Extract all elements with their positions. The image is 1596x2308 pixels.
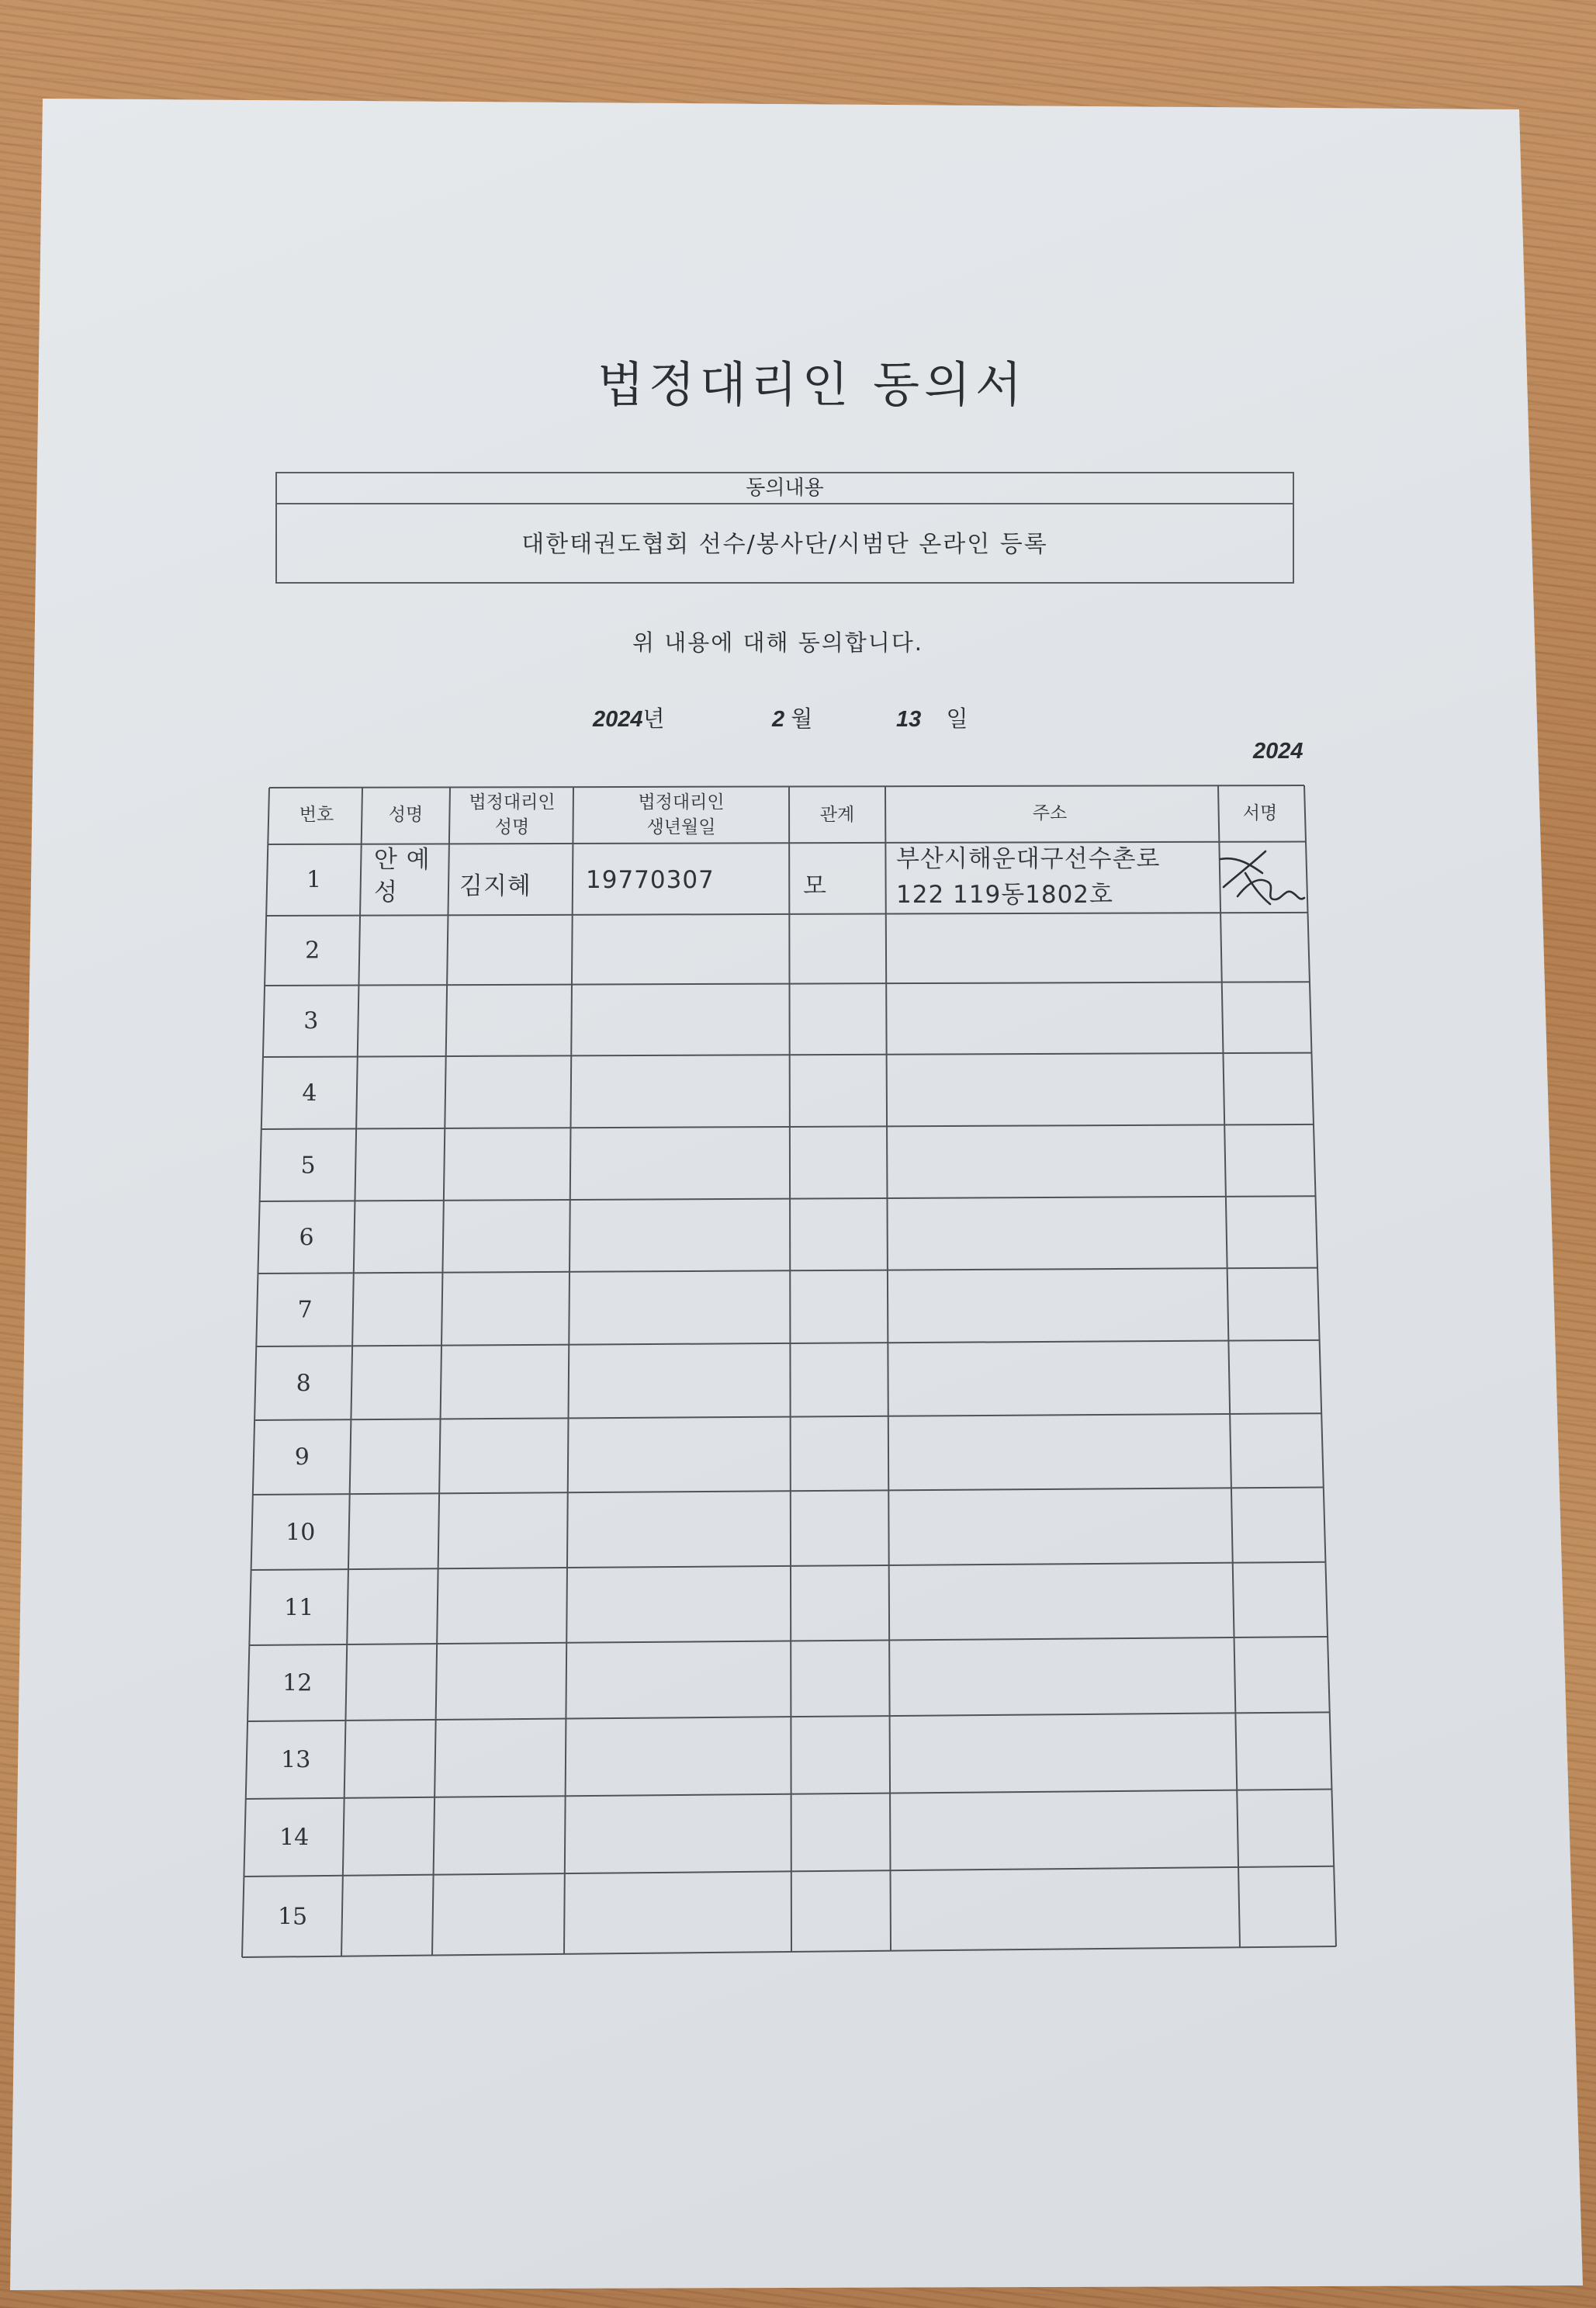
consent-header: 동의내용 xyxy=(277,473,1293,504)
header-number: 번호 xyxy=(299,805,334,825)
header-signature: 서명 xyxy=(1242,803,1278,823)
table-column-line xyxy=(341,788,362,1956)
entry-relation: 모 xyxy=(803,872,827,900)
table-column-line xyxy=(789,786,791,1951)
row-number: 10 xyxy=(286,1519,316,1546)
table-row-line xyxy=(261,1125,1314,1129)
header-guardian-birthdate: 법정대리인 생년월일 xyxy=(638,792,725,837)
table-column-line xyxy=(1218,785,1240,1947)
corner-year: 2024 xyxy=(1253,739,1303,764)
table-row-line xyxy=(256,1340,1319,1346)
entry-guardian-birthdate: 19770307 xyxy=(586,866,715,894)
table-row-line xyxy=(266,913,1307,916)
row-number: 4 xyxy=(302,1079,317,1107)
table-row-line xyxy=(253,1487,1324,1495)
row-number: 14 xyxy=(279,1824,310,1852)
consent-content: 대한태권도협회 선수/봉사단/시범단 온라인 등록 xyxy=(521,531,1048,558)
header-guardian-name: 법정대리인 성명 xyxy=(469,792,556,837)
date-year: 2024년 xyxy=(593,707,665,732)
row-number: 5 xyxy=(300,1152,316,1179)
table-row-line xyxy=(249,1637,1328,1645)
table-row-line xyxy=(251,1562,1326,1570)
table-row-line xyxy=(258,1268,1317,1274)
agreement-statement: 위 내용에 대해 동의합니다. xyxy=(632,629,924,656)
table-column-line xyxy=(885,786,891,1950)
row-number: 8 xyxy=(296,1370,311,1397)
header-address: 주소 xyxy=(1032,803,1068,823)
table-row-line xyxy=(254,1413,1321,1420)
table-row-line xyxy=(269,785,1304,788)
handwritten-signature xyxy=(1214,842,1307,912)
row-number: 15 xyxy=(277,1903,308,1931)
row-number: 12 xyxy=(282,1669,313,1697)
row-number: 1 xyxy=(306,866,322,894)
document-title: 법정대리인 동의서 xyxy=(597,356,1026,413)
entry-name: 안 예 성 xyxy=(374,846,431,906)
table-row-line xyxy=(246,1790,1332,1799)
table-column-line xyxy=(432,787,450,1955)
header-relation: 관계 xyxy=(819,805,855,825)
table-row-line xyxy=(242,1946,1336,1957)
table-row-line xyxy=(263,1053,1311,1057)
entry-address: 부산시해운대구선수촌로 122 119동1802호 xyxy=(896,845,1161,909)
header-name: 성명 xyxy=(388,805,424,825)
table-row-line xyxy=(260,1196,1316,1201)
table-column-line xyxy=(564,787,573,1954)
table-column-line xyxy=(242,788,269,1957)
date-day: 13 일 xyxy=(896,707,968,732)
row-number: 2 xyxy=(305,937,320,965)
table-row-line xyxy=(244,1866,1334,1877)
row-number: 9 xyxy=(294,1443,310,1471)
row-number: 6 xyxy=(299,1224,314,1251)
table-row-line xyxy=(248,1712,1330,1721)
row-number: 7 xyxy=(297,1296,313,1324)
table-column-line xyxy=(1304,785,1336,1946)
table-row-line xyxy=(265,982,1310,986)
row-number: 11 xyxy=(284,1594,314,1621)
row-number: 3 xyxy=(303,1007,319,1035)
entry-guardian-name: 김지혜 xyxy=(459,872,531,900)
date-month: 2 월 xyxy=(772,707,813,732)
row-number: 13 xyxy=(281,1746,311,1774)
